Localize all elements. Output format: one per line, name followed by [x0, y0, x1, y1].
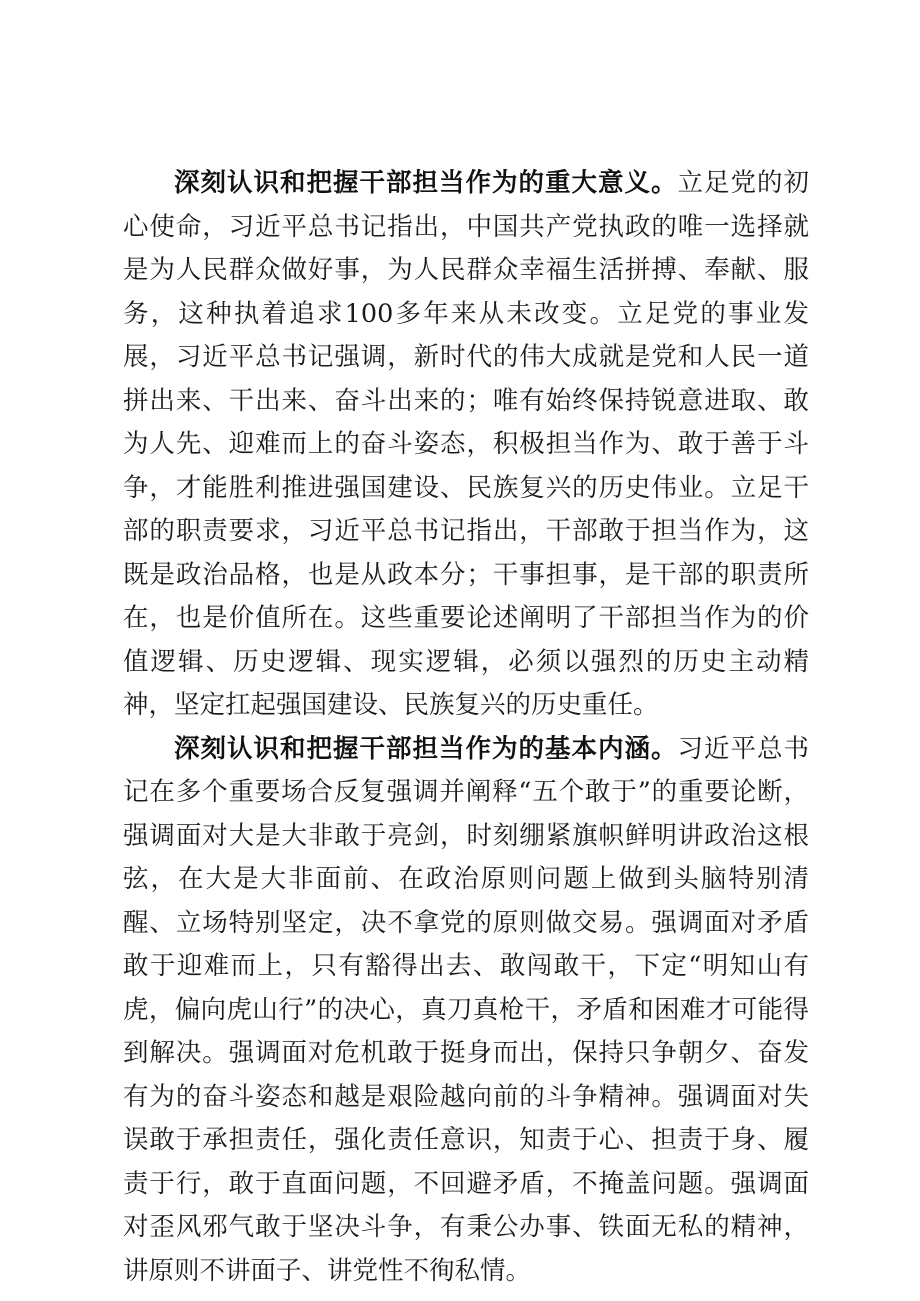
paragraph-heading: 深刻认识和把握干部担当作为的重大意义。: [174, 168, 678, 198]
paragraph-significance: [123, 162, 809, 728]
paragraph-heading: 深刻认识和把握干部担当作为的基本内涵。: [174, 733, 678, 764]
paragraph-text: 立足党的初心使命，习近平总书记指出，中国共产党执政的唯一选择就是为人民群众做好事，为人民群众幸福生活拼搏、奉献、服务，这种执着追求100多年来从未改变。立足党的事业发展，习近平总书记强调，新时代的伟大成就是党和人民一道拼出来、干出来、奋斗出来的；唯有始终保持锐意进取、敢为人先、迎难而上的奋斗姿态，积极担当作为、敢于善于斗争，才能胜利推进强国建设、民族复兴的历史伟业。立足干部的职责要求，习近平总书记指出，干部敢于担当作为，这既是政治品格，也是从政本分；干事担事，是干部的职责所在，也是价值所在。这些重要论述阐明了干部担当作为的价值逻辑、历史逻辑、现实逻辑，必须以强烈的历史主动精神，坚定扛起强国建设、民族复兴的历史重任。: [123, 168, 809, 720]
article-body: [123, 162, 809, 1293]
paragraph-connotation: [123, 728, 809, 1294]
paragraph-text: 习近平总书记在多个重要场合反复强调并阐释“五个敢于”的重要论断，强调面对大是大非敢于亮剑，时刻绷紧旗帜鲜明讲政治这根弦，在大是大非面前、在政治原则问题上做到头脑特别清醒、立场特别坚定，决不拿党的原则做交易。强调面对矛盾敢于迎难而上，只有豁得出去、敢闯敢干，下定“明知山有虎，偏向虎山行”的决心，真刀真枪干，矛盾和困难才可能得到解决。强调面对危机敢于挺身而出，保持只争朝夕、奋发有为的奋斗姿态和越是艰险越向前的斗争精神。强调面对失误敢于承担责任，强化责任意识，知责于心、担责于身、履责于行，敢于直面问题，不回避矛盾，不掩盖问题。强调面对歪风邪气敢于坚决斗争，有秉公办事、铁面无私的精神，讲原则不讲面子、讲党性不徇私情。: [123, 733, 809, 1286]
